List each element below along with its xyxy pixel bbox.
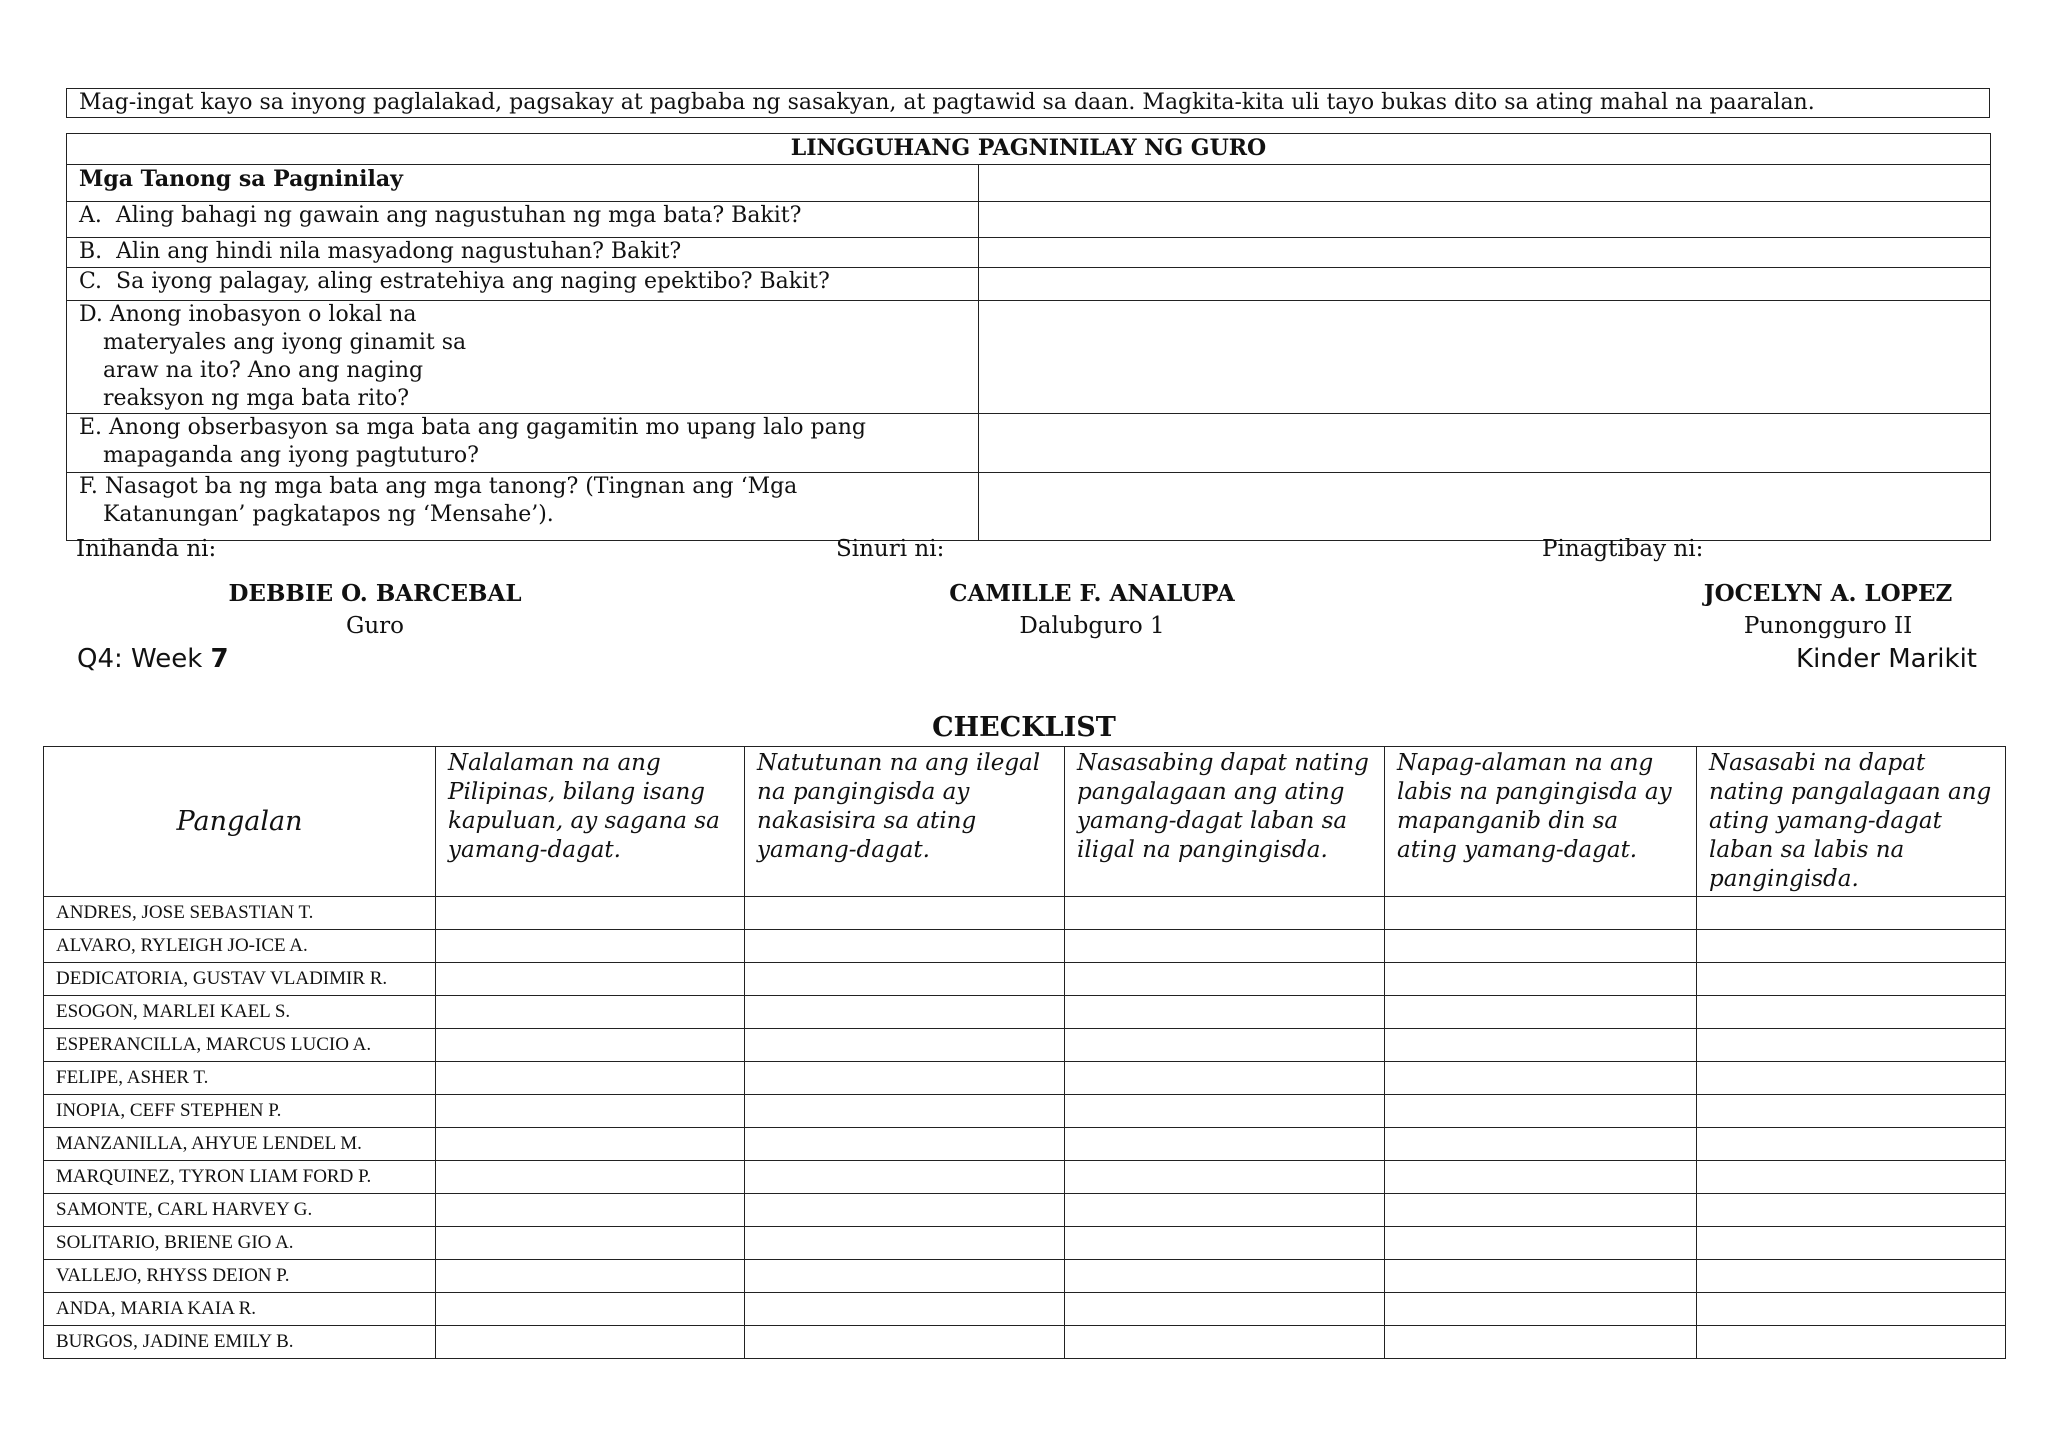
checklist-title: CHECKLIST — [932, 712, 1116, 743]
check-cell[interactable] — [1065, 1293, 1385, 1326]
check-cell[interactable] — [745, 1161, 1065, 1194]
student-name: INOPIA, CEFF STEPHEN P. — [44, 1095, 436, 1128]
student-rows — [44, 897, 2006, 1359]
check-cell[interactable] — [1065, 996, 1385, 1029]
check-cell[interactable] — [745, 963, 1065, 996]
answer-cell — [979, 473, 1991, 541]
table-row — [44, 1128, 2006, 1161]
check-cell[interactable] — [1065, 963, 1385, 996]
student-name: ESPERANCILLA, MARCUS LUCIO A. — [44, 1029, 436, 1062]
check-cell[interactable] — [745, 1293, 1065, 1326]
criterion-header: Nalalaman na ang Pilipinas, bilang isang kapuluan, ay sagana sa yamang-dagat. — [436, 747, 745, 897]
table-row — [44, 963, 2006, 996]
name-column-header: Pangalan — [44, 747, 436, 897]
check-cell[interactable] — [1385, 897, 1697, 930]
table-row — [44, 996, 2006, 1029]
table-row — [44, 1260, 2006, 1293]
checked-name: CAMILLE F. ANALUPA — [949, 580, 1235, 607]
check-cell[interactable] — [1385, 1128, 1697, 1161]
table-row — [44, 1062, 2006, 1095]
check-cell[interactable] — [1385, 1326, 1697, 1359]
criterion-header: Nasasabing dapat nating pangalagaan ang ating yamang-dagat laban sa iligal na pangingisda. — [1065, 747, 1385, 897]
check-cell[interactable] — [1697, 1227, 2006, 1260]
prepared-label: Inihanda ni: — [76, 536, 217, 562]
prepared-role: Guro — [345, 613, 405, 639]
answer-cell — [979, 202, 1991, 238]
check-cell[interactable] — [1065, 1161, 1385, 1194]
check-cell[interactable] — [1385, 930, 1697, 963]
check-cell[interactable] — [436, 963, 745, 996]
check-cell[interactable] — [436, 1128, 745, 1161]
check-cell[interactable] — [1697, 1128, 2006, 1161]
reflection-question: C. Sa iyong palagay, aling estratehiya ang naging epektibo? Bakit? — [67, 268, 979, 301]
reflection-title: LINGGUHANG PAGNINILAY NG GURO — [67, 134, 1991, 165]
student-name: SOLITARIO, BRIENE GIO A. — [44, 1227, 436, 1260]
check-cell[interactable] — [1697, 1326, 2006, 1359]
student-name: FELIPE, ASHER T. — [44, 1062, 436, 1095]
answer-cell — [979, 301, 1991, 414]
criterion-header: Napag-alaman na ang labis na pangingisda ay mapanganib din sa ating yamang-dagat. — [1385, 747, 1697, 897]
table-row — [44, 930, 2006, 963]
check-cell[interactable] — [1385, 996, 1697, 1029]
approved-name: JOCELYN A. LOPEZ — [1703, 580, 1953, 607]
checklist-table — [43, 746, 2006, 1359]
check-cell[interactable] — [1065, 1227, 1385, 1260]
answer-cell — [979, 414, 1991, 473]
reflection-question: F. Nasagot ba ng mga bata ang mga tanong? (Tingnan ang ‘Mga Katanungan’ pagkatapos ng ‘Mensahe’). — [67, 473, 979, 541]
student-name: MARQUINEZ, TYRON LIAM FORD P. — [44, 1161, 436, 1194]
student-name: VALLEJO, RHYSS DEION P. — [44, 1260, 436, 1293]
check-cell[interactable] — [1385, 1194, 1697, 1227]
week-prefix: Q4: Week — [77, 644, 211, 674]
check-cell[interactable] — [436, 1293, 745, 1326]
check-cell[interactable] — [1697, 1194, 2006, 1227]
check-cell[interactable] — [436, 1095, 745, 1128]
check-cell[interactable] — [1065, 897, 1385, 930]
check-cell[interactable] — [1065, 1095, 1385, 1128]
questions-header: Mga Tanong sa Pagninilay — [67, 165, 979, 202]
answer-cell — [979, 268, 1991, 301]
reflection-question: D. Anong inobasyon o lokal na materyales ang iyong ginamit sa araw na ito? Ano ang naging reaksyon ng mga bata rito? — [67, 301, 979, 414]
student-name: MANZANILLA, AHYUE LENDEL M. — [44, 1128, 436, 1161]
criterion-header: Natutunan na ang ilegal na pangingisda ay nakasisira sa ating yamang-dagat. — [745, 747, 1065, 897]
check-cell[interactable] — [1697, 1293, 2006, 1326]
check-cell[interactable] — [1697, 996, 2006, 1029]
check-cell[interactable] — [436, 1227, 745, 1260]
table-row — [44, 1293, 2006, 1326]
student-name: SAMONTE, CARL HARVEY G. — [44, 1194, 436, 1227]
check-cell[interactable] — [745, 1227, 1065, 1260]
check-cell[interactable] — [1065, 1260, 1385, 1293]
check-cell[interactable] — [745, 996, 1065, 1029]
check-cell[interactable] — [745, 897, 1065, 930]
table-row — [44, 1161, 2006, 1194]
check-cell[interactable] — [436, 1029, 745, 1062]
check-cell[interactable] — [1385, 963, 1697, 996]
table-row — [44, 1095, 2006, 1128]
table-row — [44, 1194, 2006, 1227]
check-cell[interactable] — [1065, 1194, 1385, 1227]
check-cell[interactable] — [1385, 1029, 1697, 1062]
student-name: ALVARO, RYLEIGH JO-ICE A. — [44, 930, 436, 963]
class-name: Kinder Marikit — [1796, 644, 1977, 674]
check-cell[interactable] — [1065, 1128, 1385, 1161]
check-cell[interactable] — [1065, 1029, 1385, 1062]
check-cell[interactable] — [1697, 1161, 2006, 1194]
reflection-table — [66, 133, 1991, 541]
answer-cell — [979, 165, 1991, 202]
week-label — [77, 644, 229, 674]
student-name: ESOGON, MARLEI KAEL S. — [44, 996, 436, 1029]
check-cell[interactable] — [436, 1194, 745, 1227]
check-cell[interactable] — [745, 1194, 1065, 1227]
check-cell[interactable] — [745, 1029, 1065, 1062]
check-cell[interactable] — [745, 1260, 1065, 1293]
table-row — [44, 1326, 2006, 1359]
check-cell[interactable] — [745, 1128, 1065, 1161]
check-cell[interactable] — [1385, 1095, 1697, 1128]
check-cell[interactable] — [1697, 963, 2006, 996]
table-row — [44, 1029, 2006, 1062]
check-cell[interactable] — [436, 996, 745, 1029]
check-cell[interactable] — [1697, 930, 2006, 963]
student-name: ANDA, MARIA KAIA R. — [44, 1293, 436, 1326]
table-row — [44, 1227, 2006, 1260]
table-row — [44, 897, 2006, 930]
reflection-question: A. Aling bahagi ng gawain ang nagustuhan ng mga bata? Bakit? — [67, 202, 979, 238]
closing-message: Mag-ingat kayo sa inyong paglalakad, pagsakay at pagbaba ng sasakyan, at pagtawid sa daan. Magkita-kita uli tayo bukas dito sa ating mahal na paaralan. — [66, 88, 1990, 118]
prepared-name: DEBBIE O. BARCEBAL — [228, 580, 522, 607]
check-cell[interactable] — [1385, 1293, 1697, 1326]
check-cell[interactable] — [436, 930, 745, 963]
checked-role: Dalubguro 1 — [1019, 613, 1165, 639]
check-cell[interactable] — [745, 1095, 1065, 1128]
criterion-header: Nasasabi na dapat nating pangalagaan ang ating yamang-dagat laban sa labis na pangingisda. — [1697, 747, 2006, 897]
student-name: BURGOS, JADINE EMILY B. — [44, 1326, 436, 1359]
student-name: ANDRES, JOSE SEBASTIAN T. — [44, 897, 436, 930]
check-cell[interactable] — [1385, 1260, 1697, 1293]
check-cell[interactable] — [1065, 1062, 1385, 1095]
approved-label: Pinagtibay ni: — [1542, 536, 1704, 562]
check-cell[interactable] — [1697, 1062, 2006, 1095]
reflection-question: E. Anong obserbasyon sa mga bata ang gagamitin mo upang lalo pang mapaganda ang iyong pagtuturo? — [67, 414, 979, 473]
check-cell[interactable] — [1385, 1227, 1697, 1260]
check-cell[interactable] — [1065, 930, 1385, 963]
check-cell[interactable] — [1697, 1095, 2006, 1128]
check-cell[interactable] — [745, 930, 1065, 963]
check-cell[interactable] — [745, 1326, 1065, 1359]
reflection-question: B. Alin ang hindi nila masyadong nagustuhan? Bakit? — [67, 238, 979, 268]
check-cell[interactable] — [436, 1326, 745, 1359]
check-cell[interactable] — [1065, 1326, 1385, 1359]
check-cell[interactable] — [436, 897, 745, 930]
answer-cell — [979, 238, 1991, 268]
check-cell[interactable] — [436, 1062, 745, 1095]
check-cell[interactable] — [436, 1260, 745, 1293]
student-name: DEDICATORIA, GUSTAV VLADIMIR R. — [44, 963, 436, 996]
approved-role: Punongguro II — [1743, 613, 1913, 639]
check-cell[interactable] — [1385, 1062, 1697, 1095]
check-cell[interactable] — [436, 1161, 745, 1194]
check-cell[interactable] — [1697, 1029, 2006, 1062]
checked-label: Sinuri ni: — [836, 536, 945, 562]
check-cell[interactable] — [1697, 897, 2006, 930]
check-cell[interactable] — [1697, 1260, 2006, 1293]
check-cell[interactable] — [1385, 1161, 1697, 1194]
week-number: 7 — [210, 644, 229, 674]
check-cell[interactable] — [745, 1062, 1065, 1095]
